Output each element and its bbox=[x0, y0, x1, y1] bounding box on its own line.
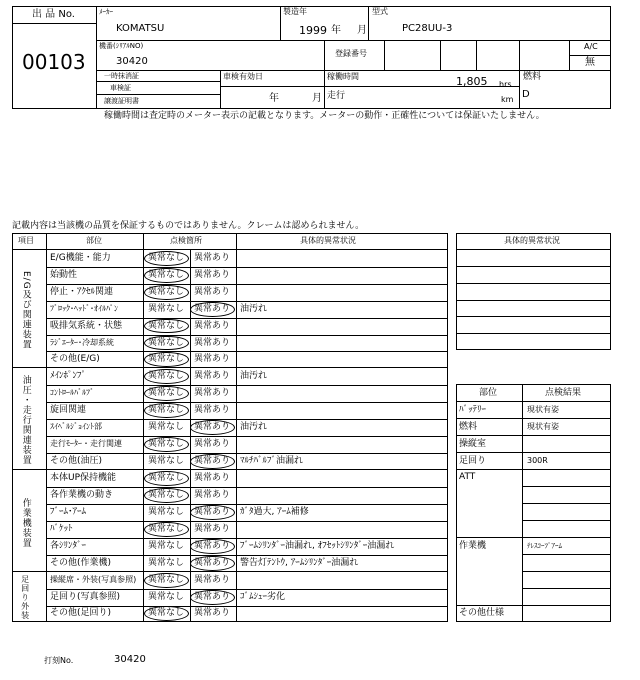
year-label: 製造年 bbox=[283, 7, 307, 16]
check-ok: 異常なし bbox=[148, 456, 185, 466]
temp-permit-label: 一時抹消証 bbox=[104, 72, 139, 80]
row-part: 各作業機の動き bbox=[50, 490, 114, 500]
selected-mark bbox=[190, 505, 235, 520]
selected-mark bbox=[190, 590, 235, 605]
result-part-fuel: 燃料 bbox=[459, 422, 478, 432]
check-ng: 異常あり bbox=[194, 303, 231, 314]
row-detail: 油汚れ bbox=[240, 371, 268, 381]
row-detail: 警告灯ﾃﾝﾄｳ, ｱｰﾑｼﾘﾝﾀﾞｰ油漏れ bbox=[240, 558, 359, 568]
selected-mark bbox=[144, 369, 189, 384]
stamp-value: 30420 bbox=[114, 654, 146, 665]
row-part: 本体UP保持機能 bbox=[50, 473, 117, 483]
inspection-date-label: 車検有効日 bbox=[223, 72, 263, 81]
check-ok: 異常なし bbox=[148, 608, 185, 619]
travel-unit: km bbox=[501, 95, 514, 104]
check-ng: 異常あり bbox=[194, 591, 231, 602]
check-ok: 異常なし bbox=[148, 422, 185, 432]
row-detail: ﾌﾞｰﾑｼﾘﾝﾀﾞｰ油漏れ, ｵﾌｾｯﾄｼﾘﾝﾀﾞｰ油漏れ bbox=[240, 541, 395, 551]
row-detail: ｶﾞﾀ過大, ｱｰﾑ補修 bbox=[240, 507, 309, 517]
row-part: ﾒｲﾝﾎﾟﾝﾌﾟ bbox=[50, 371, 87, 381]
row-part: その他(油圧) bbox=[50, 456, 103, 466]
row-part: 各ｼﾘﾝﾀﾞｰ bbox=[50, 541, 87, 551]
check-ng: 異常あり bbox=[194, 286, 231, 297]
model-value: PC28UU-3 bbox=[402, 23, 453, 34]
fuel-value: D bbox=[522, 89, 530, 100]
result-part-cab: 操縦室 bbox=[459, 439, 487, 449]
check-ok: 異常なし bbox=[148, 354, 185, 365]
lot-label: 出 品 No. bbox=[32, 9, 75, 20]
check-ng: 異常あり bbox=[194, 490, 231, 500]
selected-mark bbox=[144, 471, 189, 486]
disclaimer: 記載内容は当該機の品質を保証するものではありません。クレームは認められません。 bbox=[12, 221, 365, 231]
check-ng: 異常あり bbox=[194, 541, 231, 551]
row-part: 吸排気系統・状態 bbox=[50, 320, 123, 331]
check-ok: 異常なし bbox=[148, 575, 185, 585]
ac-label: A/C bbox=[584, 42, 598, 51]
check-ng: 異常あり bbox=[194, 575, 231, 585]
col-check: 点検箇所 bbox=[170, 236, 202, 245]
check-ok: 異常なし bbox=[148, 507, 185, 517]
travel-label: 走行 bbox=[327, 91, 346, 101]
year-unit: 年 bbox=[331, 25, 341, 36]
hours-unit: hrs bbox=[499, 80, 512, 89]
maker-value: KOMATSU bbox=[116, 23, 165, 34]
result-part-att: ATT bbox=[459, 472, 476, 482]
hours-label: 稼働時間 bbox=[327, 72, 359, 81]
selected-mark bbox=[190, 420, 235, 435]
selected-mark bbox=[144, 437, 189, 452]
check-ok: 異常なし bbox=[148, 269, 185, 280]
check-ok: 異常なし bbox=[148, 439, 185, 449]
row-part: ﾗｼﾞｴｰﾀｰ･冷却系統 bbox=[50, 337, 114, 347]
group-undercarriage: 足回り外装 bbox=[20, 574, 30, 620]
row-part: 旋回関連 bbox=[50, 405, 87, 415]
stamp-label: 打刻No. bbox=[44, 656, 74, 665]
check-ok: 異常なし bbox=[148, 473, 185, 483]
check-ng: 異常あり bbox=[194, 388, 231, 398]
check-ok: 異常なし bbox=[148, 591, 185, 602]
result-value-battery: 現状有姿 bbox=[527, 405, 559, 414]
row-part: E/G機能・能力 bbox=[50, 253, 111, 263]
row-part: その他(作業機) bbox=[50, 558, 112, 568]
result-value-fuel: 現状有姿 bbox=[527, 422, 559, 431]
serial-label: 機番(ｼﾘｱﾙNO) bbox=[99, 42, 144, 50]
check-ng: 異常あり bbox=[194, 320, 231, 331]
selected-mark bbox=[190, 539, 235, 554]
result-col-part: 部位 bbox=[479, 388, 498, 398]
check-ok: 異常なし bbox=[148, 405, 185, 415]
row-part: 操縦席・外装(写真参照) bbox=[50, 575, 137, 584]
selected-mark bbox=[144, 488, 189, 503]
result-value-work-equipment: ﾃﾚｽｺｰﾌﾟｱｰﾑ bbox=[527, 542, 562, 550]
result-part-work-equipment: 作業機 bbox=[459, 541, 487, 551]
row-part: 始動性 bbox=[50, 269, 78, 280]
check-ok: 異常なし bbox=[148, 286, 185, 297]
inspection-cert-label: 車検証 bbox=[110, 84, 131, 92]
col-detail: 具体的異常状況 bbox=[300, 236, 356, 245]
group-engine: E/G及び関連装置 bbox=[20, 270, 31, 350]
reg-label: 登録番号 bbox=[335, 49, 367, 58]
fuel-label: 燃料 bbox=[523, 72, 542, 82]
result-part-battery: ﾊﾞｯﾃﾘｰ bbox=[459, 405, 487, 415]
check-ng: 異常あり bbox=[194, 422, 231, 432]
check-ok: 異常なし bbox=[148, 303, 185, 314]
selected-mark bbox=[190, 556, 235, 571]
model-label: 型式 bbox=[372, 7, 388, 16]
selected-mark bbox=[144, 386, 189, 401]
selected-mark bbox=[144, 522, 189, 537]
row-part: ﾊﾞｹｯﾄ bbox=[50, 524, 73, 534]
hours-value: 1,805 bbox=[456, 75, 488, 88]
check-ng: 異常あり bbox=[194, 558, 231, 568]
row-part: ﾌﾞﾛｯｸ･ﾍｯﾄﾞ･ｵｲﾙﾊﾟﾝ bbox=[50, 303, 118, 313]
row-detail: 油汚れ bbox=[240, 422, 268, 432]
check-ng: 異常あり bbox=[194, 473, 231, 483]
row-part: ｺﾝﾄﾛｰﾙﾊﾞﾙﾌﾞ bbox=[50, 388, 94, 397]
maker-label: ﾒｰｶｰ bbox=[99, 8, 113, 16]
inspection-month-unit: 月 bbox=[312, 93, 322, 104]
check-ng: 異常あり bbox=[194, 507, 231, 517]
row-detail: 油汚れ bbox=[240, 303, 268, 314]
check-ng: 異常あり bbox=[194, 439, 231, 449]
check-ng: 異常あり bbox=[194, 405, 231, 415]
check-ok: 異常なし bbox=[148, 337, 185, 348]
month-unit: 月 bbox=[357, 25, 367, 36]
selected-mark bbox=[190, 454, 235, 469]
year-value: 1999 bbox=[299, 24, 327, 37]
col-part: 部位 bbox=[86, 236, 102, 245]
row-part: 走行ﾓｰﾀｰ・走行関連 bbox=[50, 439, 122, 448]
result-col-result: 点検結果 bbox=[545, 388, 582, 398]
result-part-undercarriage: 足回り bbox=[459, 456, 487, 466]
check-ng: 異常あり bbox=[194, 337, 231, 348]
group-hydraulic: 油圧・走行関連装置 bbox=[20, 375, 31, 465]
row-part: ｽｲﾍﾞﾙｼﾞｮｲﾝﾄ部 bbox=[50, 422, 102, 431]
row-part: 足回り(写真参照) bbox=[50, 591, 121, 602]
row-detail: ｺﾞﾑｼｭｰ劣化 bbox=[240, 591, 286, 602]
group-work-equipment: 作業機装置 bbox=[20, 498, 31, 548]
selected-mark bbox=[144, 403, 189, 418]
serial-value: 30420 bbox=[116, 56, 148, 67]
check-ok: 異常なし bbox=[148, 371, 185, 381]
row-part: ﾌﾞｰﾑ･ｱｰﾑ bbox=[50, 507, 87, 517]
check-ok: 異常なし bbox=[148, 558, 185, 568]
lot-number: 00103 bbox=[22, 50, 86, 74]
transfer-cert-label: 譲渡証明書 bbox=[104, 97, 139, 105]
row-part: 停止・ｱｸｾﾙ関連 bbox=[50, 286, 114, 297]
row-part: その他(足回り) bbox=[50, 608, 112, 619]
selected-mark bbox=[144, 251, 189, 266]
row-part: その他(E/G) bbox=[50, 354, 100, 365]
check-ng: 異常あり bbox=[194, 524, 231, 534]
check-ng: 異常あり bbox=[194, 269, 231, 280]
check-ok: 異常なし bbox=[148, 541, 185, 551]
selected-mark bbox=[144, 268, 189, 283]
result-value-undercarriage: 300R bbox=[527, 456, 548, 465]
col-item: 項目 bbox=[18, 236, 34, 245]
check-ok: 異常なし bbox=[148, 253, 185, 263]
check-ng: 異常あり bbox=[194, 371, 231, 381]
check-ok: 異常なし bbox=[148, 524, 185, 534]
check-ok: 異常なし bbox=[148, 320, 185, 331]
right-detail-title: 具体的異常状況 bbox=[504, 236, 560, 245]
selected-mark bbox=[144, 285, 189, 300]
ac-value: 無 bbox=[585, 57, 595, 68]
inspection-year-unit: 年 bbox=[269, 93, 279, 104]
hours-note: 稼働時間は査定時のメーター表示の記載となります。メーターの動作・正確性については保証いたしません。 bbox=[104, 111, 545, 121]
result-part-other-spec: その他仕様 bbox=[459, 608, 505, 618]
check-ng: 異常あり bbox=[194, 608, 231, 619]
check-ok: 異常なし bbox=[148, 490, 185, 500]
check-ng: 異常あり bbox=[194, 456, 231, 466]
check-ok: 異常なし bbox=[148, 388, 185, 398]
selected-mark bbox=[190, 302, 235, 317]
selected-mark bbox=[144, 573, 189, 588]
row-detail: ﾏﾙﾁﾊﾞﾙﾌﾞ油漏れ bbox=[240, 456, 304, 466]
check-ng: 異常あり bbox=[194, 354, 231, 365]
check-ng: 異常あり bbox=[194, 253, 231, 263]
